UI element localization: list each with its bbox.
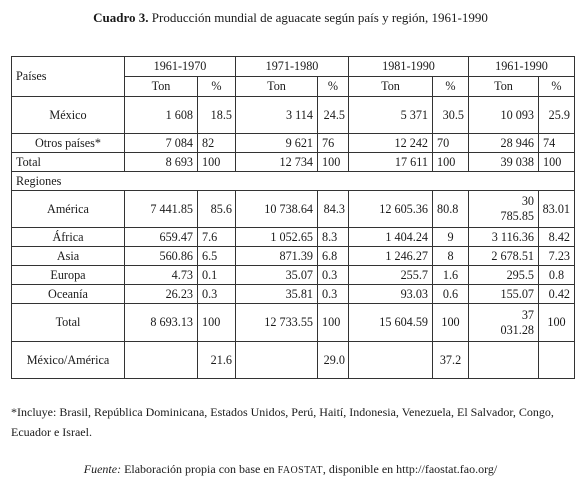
unit-ton-header: Ton [125,77,198,97]
cell: 0.3 [318,266,349,285]
cell: 12 605.36 [349,191,433,228]
row-label: Total [12,153,125,172]
row-label: África [12,228,125,247]
row-label: Asia [12,247,125,266]
cell: 100 [318,153,349,172]
cell [349,342,433,379]
cell: 100 [198,304,236,342]
cell: 35.07 [236,266,318,285]
cell: 39 038 [469,153,539,172]
row-label: México [12,97,125,134]
cell: 12 733.55 [236,304,318,342]
table-row [12,266,575,285]
period-header: 1971-1980 [236,57,349,77]
cell: 1 608 [125,97,198,134]
row-label: México/América [12,342,125,379]
cell: 5 371 [349,97,433,134]
cell: 37 031.28 [469,304,539,342]
cell: 155.07 [469,285,539,304]
regiones-header: Regiones [12,172,575,191]
cell: 9 621 [236,134,318,153]
table-row [12,153,575,172]
cell: 100 [198,153,236,172]
cell: 3 116.36 [469,228,539,247]
cell: 8.42 [539,228,575,247]
row-label: Otros países* [12,134,125,153]
period-header: 1961-1990 [469,57,575,77]
cell: 0.3 [198,285,236,304]
cell: 10 738.64 [236,191,318,228]
cell: 37.2 [433,342,469,379]
unit-pct-header: % [539,77,575,97]
caption-label: Cuadro 3. [93,10,149,25]
row-label: Europa [12,266,125,285]
unit-ton-header: Ton [469,77,539,97]
row-label: Total [12,304,125,342]
cell: 8 693.13 [125,304,198,342]
cell: 3 114 [236,97,318,134]
cell: 1.6 [433,266,469,285]
unit-pct-header: % [318,77,349,97]
cell: 7.6 [198,228,236,247]
footnote: *Incluye: Brasil, República Dominicana, Estados Unidos, Perú, Haití, Indonesia, Venezuela, El Salvador, Congo, Ecuador e Israel. [11,405,554,439]
cell: 85.6 [198,191,236,228]
cell: 26.23 [125,285,198,304]
cell: 6.8 [318,247,349,266]
cell: 21.6 [198,342,236,379]
table-row [12,342,575,379]
unit-pct-header: % [433,77,469,97]
cell: 871.39 [236,247,318,266]
cell: 560.86 [125,247,198,266]
table-row [12,228,575,247]
cell: 0.42 [539,285,575,304]
cell: 8 [433,247,469,266]
section-row [12,172,575,191]
cell: 100 [539,304,575,342]
source-note [0,462,581,477]
table-row [12,304,575,342]
cell [236,342,318,379]
cell: 8 693 [125,153,198,172]
cell: 18.5 [198,97,236,134]
production-table [11,56,575,379]
table-row [12,285,575,304]
cell: 9 [433,228,469,247]
cell: 295.5 [469,266,539,285]
cell: 12 734 [236,153,318,172]
cell: 28 946 [469,134,539,153]
cell: 25.9 [539,97,575,134]
cell: 1 404.24 [349,228,433,247]
cell [469,342,539,379]
period-header: 1961-1970 [125,57,236,77]
cell: 255.7 [349,266,433,285]
cell: 70 [433,134,469,153]
cell: 6.5 [198,247,236,266]
cell: 30 785.85 [469,191,539,228]
cell: 24.5 [318,97,349,134]
cell: 0.1 [198,266,236,285]
table-row [12,191,575,228]
unit-pct-header: % [198,77,236,97]
cell: 17 611 [349,153,433,172]
cell: 80.8 [433,191,469,228]
caption-text: Producción mundial de aguacate según país y región, 1961-1990 [151,10,488,25]
unit-ton-header: Ton [349,77,433,97]
table-caption [0,10,581,26]
cell: 659.47 [125,228,198,247]
cell: 35.81 [236,285,318,304]
cell [125,342,198,379]
row-label: Oceanía [12,285,125,304]
cell: 12 242 [349,134,433,153]
cell: 100 [433,153,469,172]
cell [539,342,575,379]
table-row [12,247,575,266]
cell: 7 441.85 [125,191,198,228]
source-text-before: Elaboración propia con base en [124,462,275,476]
cell: 84.3 [318,191,349,228]
cell: 0.3 [318,285,349,304]
header-row-periods [12,57,575,77]
cell: 10 093 [469,97,539,134]
source-text-after: , disponible en http://faostat.fao.org/ [322,462,498,476]
table-row [12,97,575,134]
cell: 7 084 [125,134,198,153]
cell: 4.73 [125,266,198,285]
cell: 74 [539,134,575,153]
paises-header: Países [12,57,125,97]
cell: 83.01 [539,191,575,228]
source-label: Fuente: [83,462,122,476]
cell: 29.0 [318,342,349,379]
cell: 76 [318,134,349,153]
cell: 8.3 [318,228,349,247]
cell: 93.03 [349,285,433,304]
cell: 1 246.27 [349,247,433,266]
cell: 100 [539,153,575,172]
period-header: 1981-1990 [349,57,469,77]
source-acronym: FAOSTAT [277,465,323,476]
cell: 30.5 [433,97,469,134]
unit-ton-header: Ton [236,77,318,97]
row-label: América [12,191,125,228]
cell: 15 604.59 [349,304,433,342]
table-row [12,134,575,153]
cell: 2 678.51 [469,247,539,266]
cell: 100 [433,304,469,342]
cell: 7.23 [539,247,575,266]
cell: 1 052.65 [236,228,318,247]
cell: 82 [198,134,236,153]
cell: 0.6 [433,285,469,304]
cell: 0.8 [539,266,575,285]
cell: 100 [318,304,349,342]
